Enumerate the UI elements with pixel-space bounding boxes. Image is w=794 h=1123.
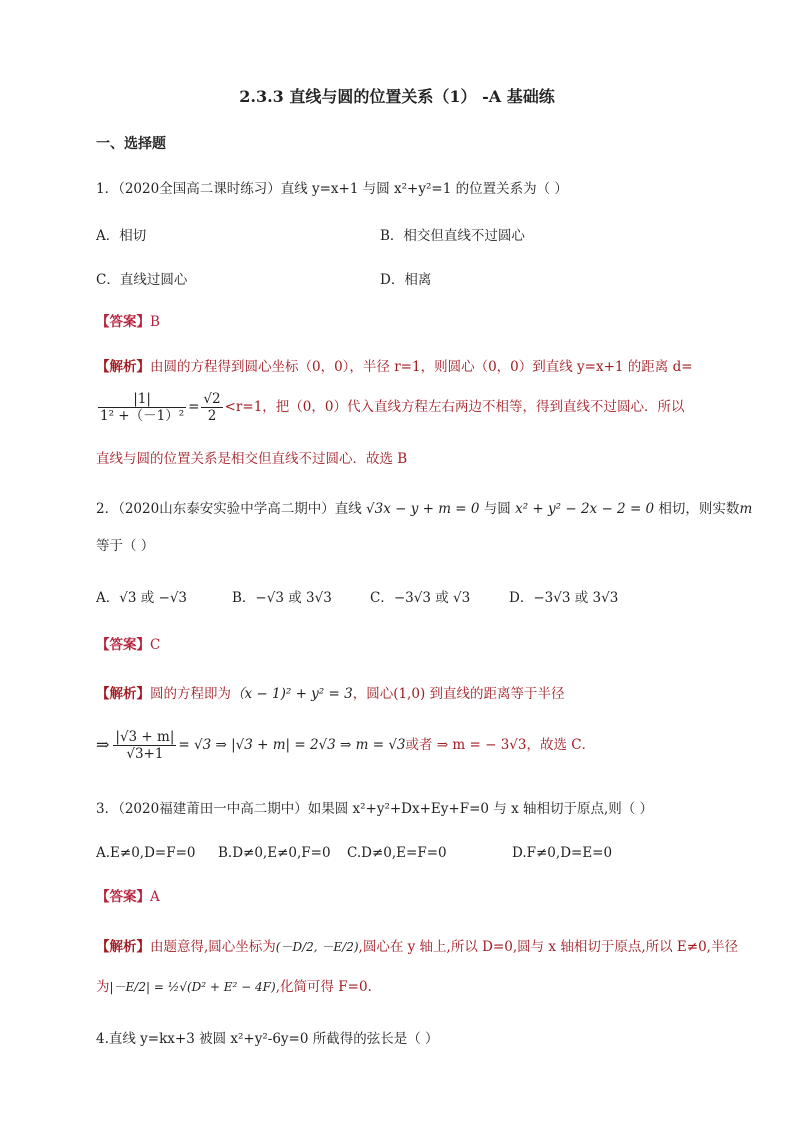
circle-equation: x² + y² − 2x − 2 = 0 xyxy=(515,501,655,517)
question-3-analysis-line-1 xyxy=(96,938,738,956)
question-2-option-c: C．−3√3 或 √3 xyxy=(370,590,471,606)
question-1-analysis-line-3: 直线与圆的位置关系是相交但直线不过圆心．故选 B xyxy=(96,451,408,467)
analysis-text: 为 xyxy=(96,979,110,995)
question-1-option-d: D．相离 xyxy=(380,272,432,288)
question-2-analysis-line-1 xyxy=(96,685,565,703)
question-2-stem xyxy=(96,500,752,518)
question-3-analysis-line-2 xyxy=(96,978,372,996)
question-2-answer xyxy=(96,636,160,654)
analysis-tag: 【解析】 xyxy=(96,939,150,955)
question-3-option-b: B.D≠0,E≠0,F=0 xyxy=(218,845,331,861)
answer-value: A xyxy=(150,889,160,905)
question-3-option-c: C.D≠0,E=F=0 xyxy=(347,845,447,861)
answer-value: C xyxy=(150,637,161,653)
analysis-text: <r=1，把（0，0）代入直线方程左右两边不相等，得到直线不过圆心．所以 xyxy=(224,399,685,415)
question-2-stem-line-2: 等于（ ） xyxy=(96,538,155,554)
question-3-option-a: A.E≠0,D=F=0 xyxy=(96,845,196,861)
analysis-text: ,圆心在 y 轴上,所以 D=0,圆与 x 轴相切于原点,所以 E≠0,半径 xyxy=(358,939,738,955)
analysis-tag: 【解析】 xyxy=(96,359,150,375)
fraction-numerator: |√3 + m| xyxy=(115,728,175,745)
answer-tag: 【答案】 xyxy=(96,889,150,905)
answer-value: B xyxy=(150,314,160,330)
radius-expression: |－E/2| xyxy=(109,980,151,994)
question-1-analysis-line-1 xyxy=(96,358,693,376)
fraction-denominator: 2 xyxy=(207,407,217,424)
circle-equation: （x − 1)² + y² = 3 xyxy=(231,686,353,702)
analysis-text: ,化简可得 F=0. xyxy=(275,979,372,995)
center-coordinates: (－D/2, －E/2) xyxy=(275,940,359,954)
fraction-denominator: 1² +（－1）² xyxy=(100,407,185,424)
equals-sign: = xyxy=(188,399,200,415)
answer-tag: 【答案】 xyxy=(96,314,150,330)
analysis-tag: 【解析】 xyxy=(96,686,150,702)
stem-text: 与圆 xyxy=(479,501,516,517)
question-1-analysis-line-2 xyxy=(96,385,684,429)
derivation-or: 或者 ⇒ m = − 3√3 xyxy=(405,737,527,753)
analysis-text: 由圆的方程得到圆心坐标（0，0），半径 r=1，则圆心（0，0）到直线 y=x+1 的距离 d= xyxy=(150,359,693,375)
question-1-stem: 1．（2020全国高二课时练习）直线 y=x+1 与圆 x²+y²=1 的位置关系为（ ） xyxy=(96,181,568,197)
stem-text: 2．（2020山东泰安实验中学高二期中）直线 xyxy=(96,501,366,517)
question-1-option-b: B．相交但直线不过圆心 xyxy=(380,228,525,244)
line-equation: √3x − y + m = 0 xyxy=(366,501,480,517)
analysis-text: ，圆心(1,0) 到直线的距离等于半径 xyxy=(352,686,565,702)
implies-arrow: ⇒ xyxy=(96,735,110,754)
distance-fraction xyxy=(98,391,186,424)
distance-fraction xyxy=(113,729,176,762)
section-heading: 一、选择题 xyxy=(96,136,166,152)
analysis-text: 圆的方程即为 xyxy=(150,686,231,702)
question-1-answer xyxy=(96,313,160,331)
question-2-option-d: D．−3√3 或 3√3 xyxy=(509,590,619,606)
page-title: 2.3.3 直线与圆的位置关系（1） -A 基础练 xyxy=(239,87,555,106)
analysis-text: 由题意得,圆心坐标为 xyxy=(150,939,276,955)
question-3-stem: 3．（2020福建莆田一中高二期中）如果圆 x²+y²+Dx+Ey+F=0 与 x 轴相切于原点,则（ ） xyxy=(96,801,654,817)
question-3-option-d: D.F≠0,D=E=0 xyxy=(512,845,613,861)
fraction-denominator: √3+1 xyxy=(126,745,164,762)
question-1-option-c: C．直线过圆心 xyxy=(96,272,188,288)
variable-m: m xyxy=(739,501,753,517)
question-2-option-a: A．√3 或 −√3 xyxy=(96,590,188,606)
derivation: = √3 ⇒ |√3 + m| = 2√3 ⇒ m = √3 xyxy=(178,737,406,753)
analysis-text: ，故选 C． xyxy=(526,737,596,753)
question-2-analysis-line-2 xyxy=(96,722,595,768)
question-3-answer xyxy=(96,888,160,906)
result-fraction xyxy=(201,391,222,424)
fraction-numerator: √2 xyxy=(203,390,221,407)
answer-tag: 【答案】 xyxy=(96,637,150,653)
question-4-stem: 4.直线 y=kx+3 被圆 x²+y²-6y=0 所截得的弦长是（ ） xyxy=(96,1031,439,1047)
fraction-numerator: |1| xyxy=(98,391,186,408)
stem-text: 相切，则实数 xyxy=(654,501,740,517)
question-2-option-b: B．−√3 或 3√3 xyxy=(232,590,332,606)
question-1-option-a: A．相切 xyxy=(96,228,147,244)
radius-formula: = ½√(D² + E² − 4F) xyxy=(150,980,276,994)
